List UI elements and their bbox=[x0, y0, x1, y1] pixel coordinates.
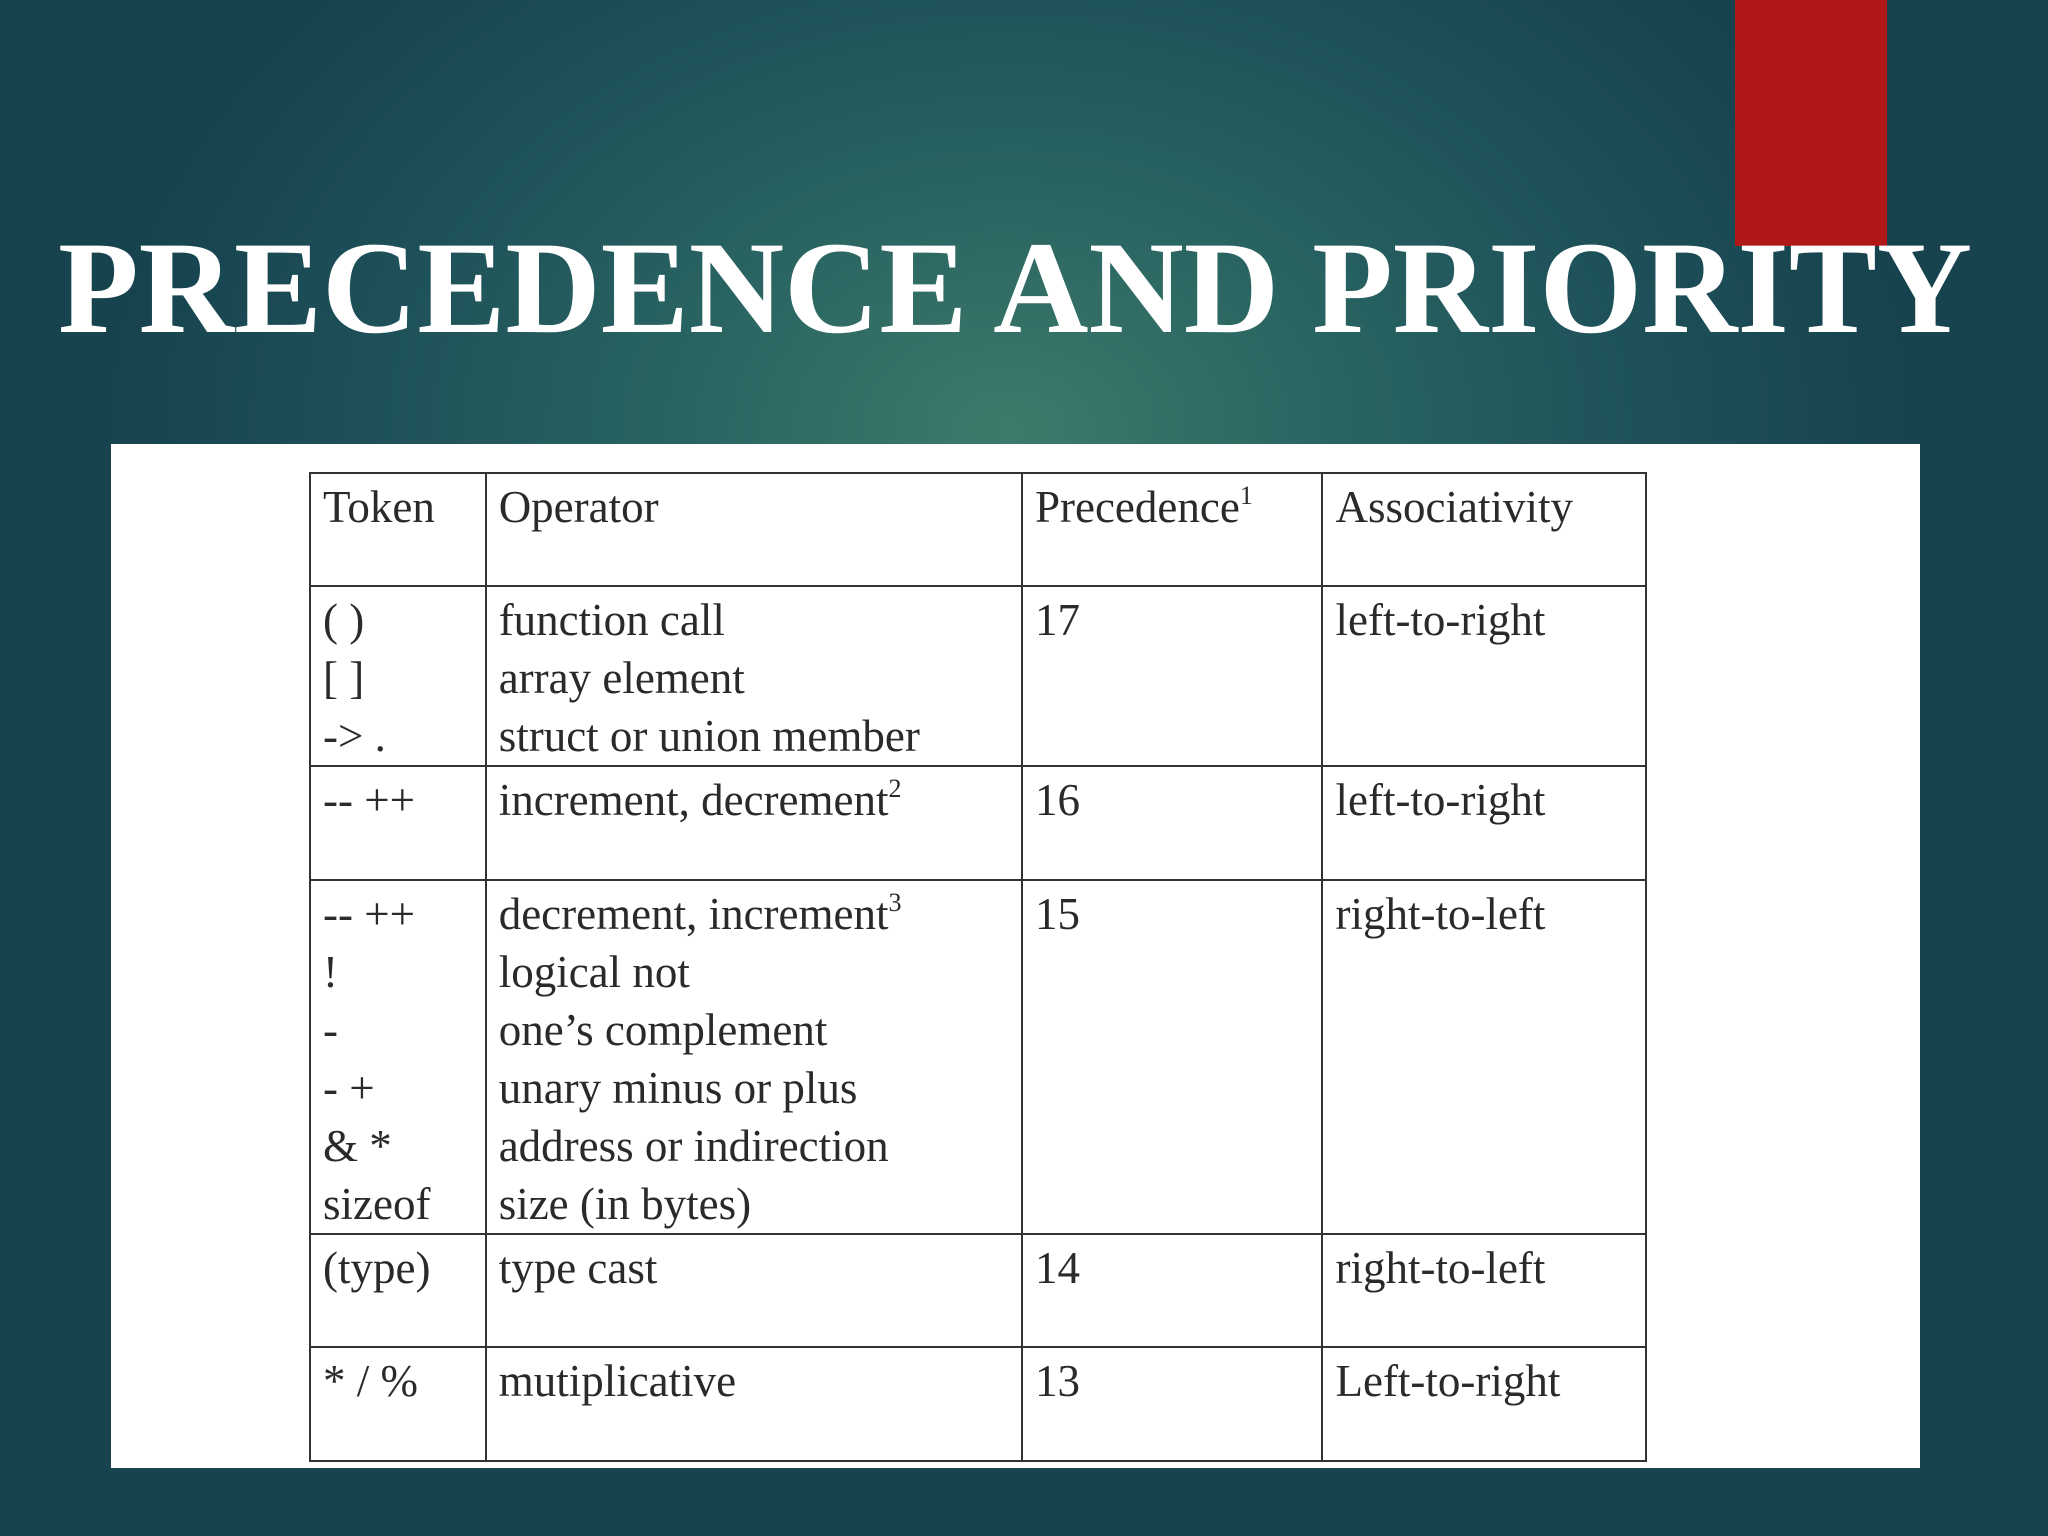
precedence-cell: 15 bbox=[1022, 880, 1323, 1234]
operator-text: decrement, increment bbox=[498, 889, 889, 939]
token-cell bbox=[310, 586, 486, 766]
token: [ ] bbox=[323, 653, 365, 703]
header-precedence-label: Precedence bbox=[1034, 482, 1240, 532]
associativity-cell: left-to-right bbox=[1322, 766, 1646, 880]
token: ( ) bbox=[323, 595, 365, 645]
operator-cell bbox=[486, 1347, 1022, 1461]
operator-name: address or indirection bbox=[498, 1121, 889, 1171]
header-associativity: Associativity bbox=[1322, 473, 1646, 586]
header-precedence-footnote: 1 bbox=[1239, 481, 1253, 510]
token: ! bbox=[323, 947, 338, 997]
token: - bbox=[323, 1005, 338, 1055]
operator-name: size (in bytes) bbox=[498, 1179, 752, 1229]
operator-cell bbox=[486, 766, 1022, 880]
associativity-cell: right-to-left bbox=[1322, 880, 1646, 1234]
token: - + bbox=[323, 1063, 375, 1113]
precedence-cell: 13 bbox=[1022, 1347, 1323, 1461]
operator-footnote: 3 bbox=[888, 888, 902, 917]
precedence-table bbox=[309, 472, 1647, 1462]
table-row bbox=[310, 586, 1646, 766]
token: -- ++ bbox=[323, 775, 415, 825]
header-precedence bbox=[1022, 473, 1323, 586]
precedence-cell: 16 bbox=[1022, 766, 1323, 880]
header-operator: Operator bbox=[486, 473, 1022, 586]
operator-name: mutiplicative bbox=[498, 1356, 737, 1406]
operator-cell bbox=[486, 586, 1022, 766]
operator-text: increment, decrement bbox=[498, 775, 889, 825]
operator-name: struct or union member bbox=[498, 711, 920, 761]
operator-name: function call bbox=[498, 595, 725, 645]
operator-name: one’s complement bbox=[498, 1005, 828, 1055]
token: -> . bbox=[323, 711, 386, 761]
accent-bar bbox=[1735, 0, 1887, 246]
table-row bbox=[310, 1347, 1646, 1461]
header-token: Token bbox=[310, 473, 486, 586]
operator-cell bbox=[486, 880, 1022, 1234]
token: sizeof bbox=[323, 1179, 431, 1229]
operator-name: type cast bbox=[498, 1243, 658, 1293]
slide-title: PRECEDENCE AND PRIORITY bbox=[58, 214, 1973, 361]
operator-name: logical not bbox=[498, 947, 690, 997]
token-cell bbox=[310, 766, 486, 880]
token-cell bbox=[310, 1234, 486, 1347]
token: -- ++ bbox=[323, 889, 415, 939]
operator-name: array element bbox=[498, 653, 745, 703]
token: (type) bbox=[323, 1243, 431, 1293]
associativity-cell: right-to-left bbox=[1322, 1234, 1646, 1347]
token-cell bbox=[310, 1347, 486, 1461]
table-row bbox=[310, 880, 1646, 1234]
operator-name bbox=[499, 885, 1009, 943]
operator-name: unary minus or plus bbox=[498, 1063, 858, 1113]
table-header-row bbox=[310, 473, 1646, 586]
token-cell bbox=[310, 880, 486, 1234]
operator-name bbox=[499, 771, 1009, 829]
token: & * bbox=[323, 1121, 392, 1171]
table-row bbox=[310, 1234, 1646, 1347]
table-panel bbox=[111, 444, 1920, 1468]
associativity-cell: Left-to-right bbox=[1322, 1347, 1646, 1461]
operator-footnote: 2 bbox=[888, 774, 902, 803]
associativity-cell: left-to-right bbox=[1322, 586, 1646, 766]
precedence-cell: 17 bbox=[1022, 586, 1323, 766]
token: * / % bbox=[323, 1356, 418, 1406]
precedence-cell: 14 bbox=[1022, 1234, 1323, 1347]
operator-cell bbox=[486, 1234, 1022, 1347]
table-row bbox=[310, 766, 1646, 880]
